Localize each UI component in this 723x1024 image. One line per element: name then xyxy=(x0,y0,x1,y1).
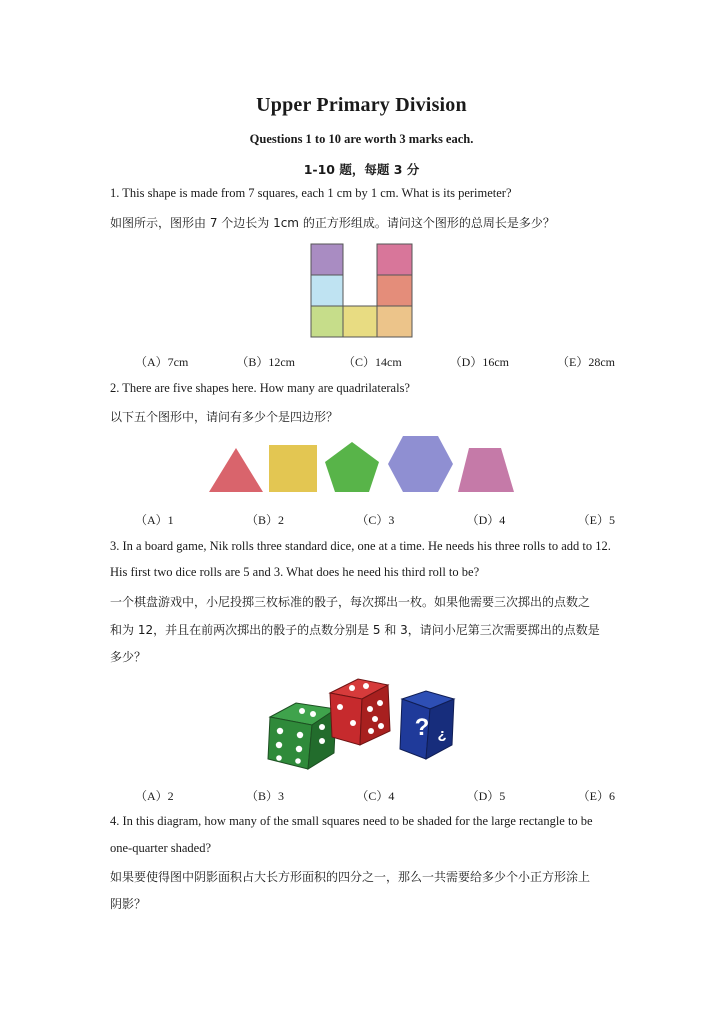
q3-option-c: （C）4 xyxy=(356,789,395,803)
q3-option-b: （B）3 xyxy=(245,789,284,803)
q2-text-cn: 以下五个图形中，请问有多少个是四边形？ xyxy=(110,410,339,424)
marks-subtitle: Questions 1 to 10 are worth 3 marks each. xyxy=(249,132,474,146)
trapezoid-shape xyxy=(458,448,514,492)
blue-die-icon xyxy=(400,691,454,759)
q3-text-line2: His first two dice rolls are 5 and 3. What does he need his third roll to be? xyxy=(110,565,480,579)
square-salmon xyxy=(377,275,412,306)
q3-dice-figure xyxy=(262,675,462,775)
q2-text: 2. There are five shapes here. How many are quadrilaterals? xyxy=(110,381,410,395)
triangle-shape xyxy=(209,448,263,492)
q2-option-d: （D）4 xyxy=(466,513,506,527)
marks-subtitle-cn: 1-10 题，每题 3 分 xyxy=(303,162,420,177)
q3-text-cn-line2: 和为 12，并且在前两次掷出的骰子的点数分别是 5 和 3，请问小尼第三次需要掷出的点数是 xyxy=(110,623,600,637)
q2-options xyxy=(135,511,615,528)
q3-text-cn-line3: 多少？ xyxy=(110,650,147,664)
q3-text-line1: 3. In a board game, Nik rolls three standard dice, one at a time. He needs his three rolls to add to 12. xyxy=(110,539,611,553)
square-purple xyxy=(311,244,343,275)
q3-option-d: （D）5 xyxy=(466,789,506,803)
q4-text-cn-line1: 如果要使得图中阴影面积占大长方形面积的四分之一，那么一共需要给多少个小正方形涂上 xyxy=(110,870,591,884)
q1-option-e: （E）28cm xyxy=(557,355,615,369)
square-pink xyxy=(377,244,412,275)
q1-option-c: （C）14cm xyxy=(343,355,402,369)
hexagon-shape xyxy=(388,436,453,492)
q3-options xyxy=(135,787,615,804)
square-green xyxy=(311,306,343,337)
q2-option-c: （C）3 xyxy=(356,513,395,527)
square-shape xyxy=(269,445,317,492)
q3-text-cn-line1: 一个棋盘游戏中，小尼投掷三枚标准的骰子，每次掷出一枚。如果他需要三次掷出的点数之 xyxy=(110,595,591,609)
q3-option-e: （E）6 xyxy=(577,789,615,803)
q1-text: 1. This shape is made from 7 squares, each 1 cm by 1 cm. What is its perimeter? xyxy=(110,186,512,200)
q1-squares-figure xyxy=(310,243,414,338)
square-light-blue xyxy=(311,275,343,306)
q1-options xyxy=(135,353,615,370)
green-die-icon xyxy=(268,703,336,769)
q3-option-a: （A）2 xyxy=(135,789,174,803)
q2-option-a: （A）1 xyxy=(135,513,174,527)
q2-option-b: （B）2 xyxy=(245,513,284,527)
unknown-roll-label: ? xyxy=(414,714,430,741)
q1-option-b: （B）12cm xyxy=(236,355,295,369)
square-peach xyxy=(377,306,412,337)
q1-option-d: （D）16cm xyxy=(449,355,509,369)
q2-shapes-figure xyxy=(205,434,520,496)
red-die-icon xyxy=(330,679,390,745)
unknown-roll-label-side: ? xyxy=(437,727,447,744)
square-yellow xyxy=(343,306,377,337)
q2-option-e: （E）5 xyxy=(577,513,615,527)
q4-text-line2: one-quarter shaded? xyxy=(110,841,211,855)
q4-text-line1: 4. In this diagram, how many of the small squares need to be shaded for the large rectangle to be xyxy=(110,814,593,828)
page-title: Upper Primary Division xyxy=(256,94,467,116)
q4-text-cn-line2: 阴影？ xyxy=(110,897,147,911)
q1-text-cn: 如图所示，图形由 7 个边长为 1cm 的正方形组成。请问这个图形的总周长是多少？ xyxy=(110,216,555,230)
pentagon-shape xyxy=(325,442,379,492)
q1-option-a: （A）7cm xyxy=(135,355,189,369)
